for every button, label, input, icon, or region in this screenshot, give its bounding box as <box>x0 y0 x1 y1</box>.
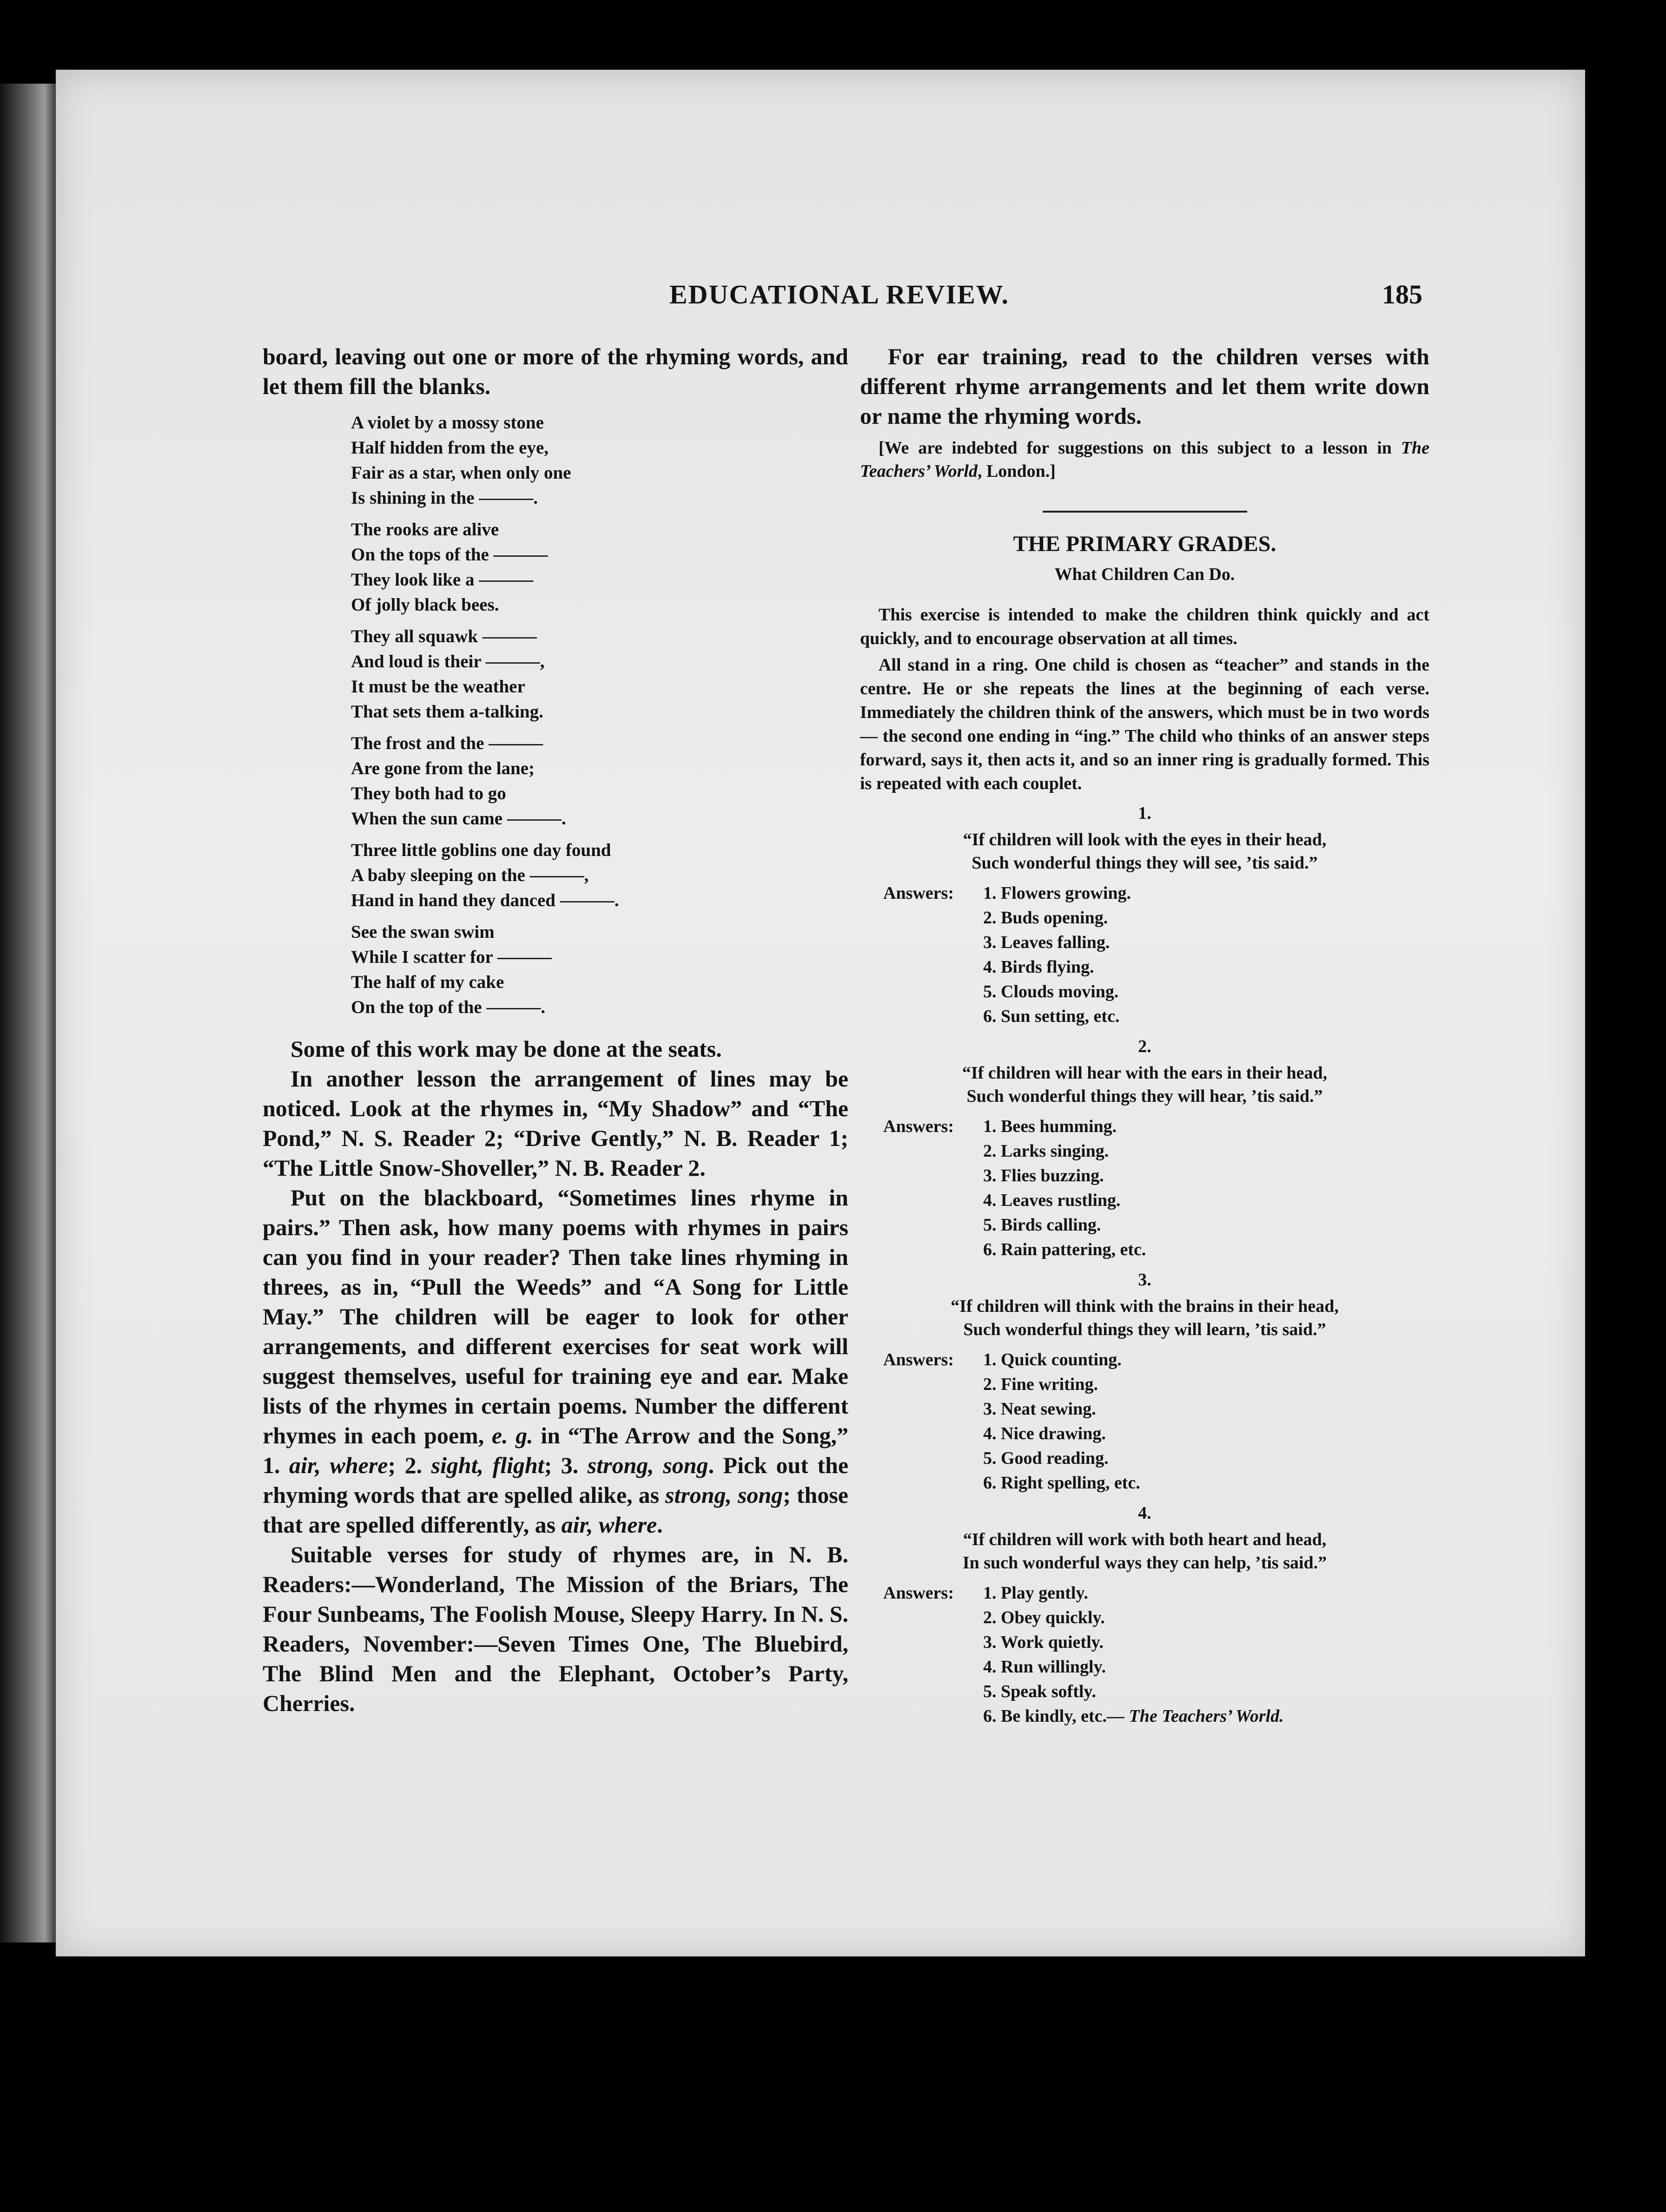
answers-list <box>983 1348 1140 1495</box>
verse-number: 1. <box>1138 803 1151 823</box>
poem-line: They look like a ——— <box>351 570 534 590</box>
answer-item: 1. Flowers growing. <box>983 883 1131 903</box>
source-credit: The Teachers’ World. <box>1129 1706 1284 1726</box>
verse-number: 3. <box>1138 1270 1151 1290</box>
running-header <box>260 279 1422 316</box>
exercise-intro: This exercise is intended to make the children think quickly and act quickly, and to encourage observation at all times. <box>860 605 1429 648</box>
paragraph-suitable-verses: Suitable verses for study of rhymes are, in N. B. Readers:—Wonderland, The Mission of the Briars, The Four Sunbeams, The Foolish Mouse, Sleepy Harry. In N. S. Readers, November:—Seven Times One, The Bluebird, The Blind Men and the Elephant, October’s Party, Cherries. <box>263 1541 848 1716</box>
verse-list <box>860 803 1429 1729</box>
left-column <box>263 342 848 1718</box>
page-number: 185 <box>1382 279 1422 309</box>
poem-line: See the swan swim <box>351 922 495 942</box>
section-divider <box>1043 511 1247 513</box>
answers-label: Answers: <box>883 1117 954 1136</box>
answer-item: 4. Leaves rustling. <box>983 1191 1121 1210</box>
poem-line: It must be the weather <box>351 677 525 697</box>
poem-line: On the top of the ———. <box>351 997 546 1017</box>
poem-line: When the sun came ———. <box>351 809 566 829</box>
couplet-line: Such wonderful things they will hear, ’tis said.” <box>966 1086 1323 1106</box>
answer-item: 1. Quick counting. <box>983 1350 1122 1369</box>
answer-item: 2. Buds opening. <box>983 908 1108 928</box>
couplet-line: “If children will hear with the ears in their head, <box>962 1063 1328 1083</box>
answer-item: 1. Play gently. <box>983 1583 1088 1603</box>
answer-item: 5. Birds calling. <box>983 1215 1101 1235</box>
answer-item: 2. Larks singing. <box>983 1141 1109 1161</box>
intro-paragraph: board, leaving out one or more of the rhyming words, and let them fill the blanks. <box>263 343 848 399</box>
section-subheading: What Children Can Do. <box>1054 565 1235 584</box>
answer-item: 6. Sun setting, etc. <box>983 1007 1120 1026</box>
poem-line: And loud is their ———, <box>351 652 545 672</box>
poem-line: Half hidden from the eye, <box>351 438 549 458</box>
poem-stanza <box>351 731 848 831</box>
right-column <box>860 342 1429 1733</box>
poem-stanza <box>351 517 848 618</box>
poem-line: A baby sleeping on the ———, <box>351 865 589 885</box>
poem-stanza <box>351 920 848 1020</box>
couplet-line: “If children will work with both heart and head, <box>963 1530 1327 1549</box>
answer-item: 6. Be kindly, etc.— The Teachers’ World. <box>983 1706 1284 1726</box>
verse-block <box>860 1270 1429 1495</box>
poem-line: Hand in hand they danced ———. <box>351 890 619 910</box>
poem-line: A violet by a mossy stone <box>351 413 544 433</box>
answer-item: 2. Fine writing. <box>983 1375 1098 1394</box>
answers-list <box>983 1114 1146 1262</box>
poem-line: Are gone from the lane; <box>351 758 535 778</box>
paragraph-blackboard: Put on the blackboard, “Sometimes lines rhyme in pairs.” Then ask, how many poems with rhymes in pairs can you find in your reader? Then take lines rhyming in threes, as in, “Pull the Weeds” and “A Song for Little May.” The children will be eager to look for other arrangements, and different exercises for seat work will suggest themselves, useful for training eye and ear. Make lists of the rhymes in certain poems. Number the different rhymes in each poem, e. g. in “The Arrow and the Song,” 1. air, where; 2. sight, flight; 3. strong, song. Pick out the rhyming words that are spelled alike, as strong, song; those that are spelled differently, as air, where. <box>263 1185 849 1538</box>
answer-item: 5. Clouds moving. <box>983 982 1119 1001</box>
answer-item: 4. Birds flying. <box>983 957 1094 977</box>
poem-stanza <box>351 838 848 913</box>
answers-list <box>983 1581 1284 1729</box>
answers-block <box>883 1348 1429 1495</box>
paragraph-seats: Some of this work may be done at the seats. <box>291 1036 722 1062</box>
poem-line: They both had to go <box>351 783 506 803</box>
verse-number: 4. <box>1138 1503 1151 1523</box>
answer-item: 3. Leaves falling. <box>983 933 1110 952</box>
poem-line: The rooks are alive <box>351 520 499 540</box>
answer-item: 3. Work quietly. <box>983 1633 1104 1652</box>
paragraph-arrangement: In another lesson the arrangement of lines may be noticed. Look at the rhymes in, “My Shadow” and “The Pond,” N. S. Reader 2; “Drive Gently,” N. B. Reader 1; “The Little Snow-Shoveller,” N. B. Reader 2. <box>263 1066 848 1181</box>
answer-item: 3. Flies buzzing. <box>983 1166 1104 1185</box>
answer-item: 6. Rain pattering, etc. <box>983 1240 1146 1259</box>
poem-line: The half of my cake <box>351 972 504 992</box>
answers-block <box>883 1581 1429 1729</box>
paragraph-ear-training: For ear training, read to the children verses with different rhyme arrangements and let them write down or name the rhyming words. <box>860 343 1429 429</box>
poem-line: While I scatter for ——— <box>351 947 552 967</box>
answer-item: 5. Good reading. <box>983 1448 1109 1468</box>
verse-block <box>860 1036 1429 1262</box>
page-corner-shadow <box>1539 1961 1632 2049</box>
poem-line: That sets them a-talking. <box>351 702 543 722</box>
running-title: EDUCATIONAL REVIEW. <box>669 279 1009 309</box>
answer-item: 2. Obey quickly. <box>983 1608 1105 1627</box>
acknowledgement-note: [We are indebted for suggestions on this subject to a lesson in The Teachers’ World, London.] <box>860 438 1429 481</box>
section-heading: THE PRIMARY GRADES. <box>1013 532 1276 556</box>
answers-block <box>883 881 1429 1029</box>
fill-in-poem <box>351 410 848 1020</box>
verse-block <box>860 1503 1429 1729</box>
couplet-line: “If children will look with the eyes in their head, <box>963 830 1327 849</box>
answer-item: 1. Bees humming. <box>983 1117 1117 1136</box>
poem-line: On the tops of the ——— <box>351 545 548 565</box>
poem-line: The frost and the ——— <box>351 733 543 753</box>
answers-label: Answers: <box>883 1583 954 1603</box>
couplet-line: Such wonderful things they will see, ’tis said.” <box>972 853 1318 873</box>
poem-line: Fair as a star, when only one <box>351 463 571 483</box>
poem-line: They all squawk ——— <box>351 626 537 646</box>
answer-item: 4. Nice drawing. <box>983 1424 1106 1443</box>
answer-item: 5. Speak softly. <box>983 1682 1096 1701</box>
poem-line: Of jolly black bees. <box>351 595 499 615</box>
verse-block <box>860 803 1429 1029</box>
exercise-instructions: All stand in a ring. One child is chosen as “teacher” and stands in the centre. He or she repeats the lines at the beginning of each verse. Immediately the children think of the answers, which must be in two words — the second one ending in “ing.” The child who thinks of an answer steps forward, says it, then acts it, and so an inner ring is gradually formed. This is repeated with each couplet. <box>860 655 1429 793</box>
answers-label: Answers: <box>883 1350 954 1369</box>
poem-stanza <box>351 624 848 724</box>
couplet-line: “If children will think with the brains in their head, <box>951 1297 1339 1316</box>
answer-item: 6. Right spelling, etc. <box>983 1473 1140 1493</box>
poem-line: Is shining in the ———. <box>351 488 538 508</box>
verse-number: 2. <box>1138 1037 1151 1056</box>
answers-label: Answers: <box>883 883 954 903</box>
answers-block <box>883 1114 1429 1262</box>
answers-list <box>983 881 1131 1029</box>
answer-item: 4. Run willingly. <box>983 1657 1106 1677</box>
facing-page-edge <box>0 84 56 1942</box>
couplet-line: Such wonderful things they will learn, ’tis said.” <box>963 1320 1326 1339</box>
couplet-line: In such wonderful ways they can help, ’tis said.” <box>962 1553 1327 1573</box>
poem-stanza <box>351 410 848 511</box>
poem-line: Three little goblins one day found <box>351 840 611 860</box>
answer-item: 3. Neat sewing. <box>983 1399 1096 1419</box>
